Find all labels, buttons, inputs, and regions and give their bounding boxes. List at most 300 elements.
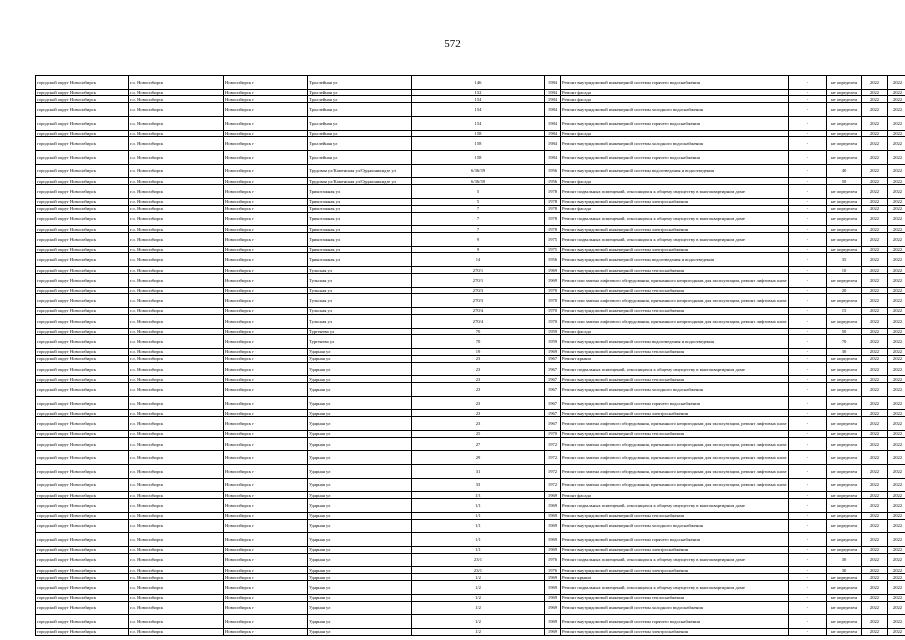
- year-built-cell: 1956: [545, 164, 561, 178]
- year-built-cell: 1969: [545, 499, 561, 513]
- year-built-cell: 1967: [545, 376, 561, 383]
- district-cell: г.о. Новосибирск: [129, 376, 224, 383]
- settlement-cell: Новосибирск г: [224, 232, 308, 246]
- dash-cell: -: [789, 335, 827, 349]
- work-type-cell: Ремонт внутридомовой инженерной системы электроснабжения: [561, 410, 789, 417]
- settlement-cell: Новосибирск г: [224, 246, 308, 253]
- cost-cell: не определен: [827, 116, 862, 130]
- street-cell: Ударная ул: [308, 533, 412, 547]
- year-built-cell: 1969: [545, 628, 561, 635]
- municipality-cell: городской округ Новосибирск: [36, 116, 129, 130]
- cost-cell: не определен: [827, 601, 862, 615]
- work-type-cell: Ремонт внутридомовой инженерной системы теплоснабжения: [561, 376, 789, 383]
- settlement-cell: Новосибирск г: [224, 335, 308, 349]
- plan-year-cell: 2022: [862, 410, 888, 417]
- district-cell: г.о. Новосибирск: [129, 137, 224, 151]
- work-type-cell: Ремонт внутридомовой инженерной системы теплоснабжения: [561, 308, 789, 315]
- plan-year-cell: 2022: [862, 137, 888, 151]
- work-type-cell: Ремонт внутридомовой инженерной системы электроснабжения: [561, 246, 789, 253]
- plan-year-cell: 2022: [862, 232, 888, 246]
- house-number-cell: 270/4: [412, 308, 545, 315]
- dash-cell: -: [789, 314, 827, 328]
- work-type-cell: Ремонт подвальных помещений, относящихся к общему имуществу в многоквартирном доме: [561, 212, 789, 226]
- work-type-cell: Ремонт внутридомовой инженерной системы холодного водоснабжения: [561, 383, 789, 397]
- table-row: [36, 410, 905, 417]
- street-cell: Трудовая ул/Каменская ул/Орджоникидзе ул: [308, 164, 412, 178]
- cost-cell: не определен: [827, 615, 862, 629]
- cost-cell: не определен: [827, 198, 862, 205]
- municipality-cell: городской округ Новосибирск: [36, 294, 129, 308]
- cost-cell: не определен: [827, 212, 862, 226]
- plan-year-cell: 2022: [862, 601, 888, 615]
- dash-cell: -: [789, 212, 827, 226]
- dash-cell: -: [789, 151, 827, 165]
- end-year-cell: 2022: [888, 137, 905, 151]
- street-cell: Ударная ул: [308, 546, 412, 553]
- street-cell: Тургенева ул: [308, 335, 412, 349]
- end-year-cell: 2022: [888, 226, 905, 233]
- settlement-cell: Новосибирск г: [224, 417, 308, 431]
- settlement-cell: Новосибирск г: [224, 594, 308, 601]
- municipality-cell: городской округ Новосибирск: [36, 410, 129, 417]
- end-year-cell: 2022: [888, 328, 905, 335]
- table-row: [36, 198, 905, 205]
- table-row: [36, 362, 905, 376]
- house-number-cell: 152: [412, 89, 545, 96]
- plan-year-cell: 2022: [862, 287, 888, 294]
- end-year-cell: 2022: [888, 253, 905, 267]
- settlement-cell: Новосибирск г: [224, 130, 308, 137]
- dash-cell: -: [789, 533, 827, 547]
- plan-year-cell: 2022: [862, 151, 888, 165]
- settlement-cell: Новосибирск г: [224, 628, 308, 635]
- district-cell: г.о. Новосибирск: [129, 574, 224, 581]
- street-cell: Ударная ул: [308, 574, 412, 581]
- settlement-cell: Новосибирск г: [224, 396, 308, 410]
- cost-cell: не определен: [827, 430, 862, 437]
- year-built-cell: 1978: [545, 185, 561, 199]
- house-number-cell: 154: [412, 103, 545, 117]
- end-year-cell: 2022: [888, 581, 905, 595]
- house-number-cell: 1/1: [412, 533, 545, 547]
- dash-cell: -: [789, 246, 827, 253]
- dash-cell: -: [789, 130, 827, 137]
- work-type-cell: Ремонт внутридомовой инженерной системы горячего водоснабжения: [561, 151, 789, 165]
- dash-cell: -: [789, 273, 827, 287]
- plan-year-cell: 2022: [862, 96, 888, 103]
- plan-year-cell: 2022: [862, 89, 888, 96]
- settlement-cell: Новосибирск г: [224, 185, 308, 199]
- plan-year-cell: 2022: [862, 335, 888, 349]
- cost-cell: не определен: [827, 314, 862, 328]
- house-number-cell: 270/1: [412, 273, 545, 287]
- work-type-cell: Ремонт внутридомовой инженерной системы теплоснабжения: [561, 267, 789, 274]
- work-type-cell: Ремонт внутридомовой инженерной системы теплоснабжения: [561, 287, 789, 294]
- capital-repair-table: [35, 75, 905, 636]
- municipality-cell: городской округ Новосибирск: [36, 594, 129, 601]
- municipality-cell: городской округ Новосибирск: [36, 465, 129, 479]
- table-row: [36, 232, 905, 246]
- district-cell: г.о. Новосибирск: [129, 164, 224, 178]
- table-row: [36, 581, 905, 595]
- district-cell: г.о. Новосибирск: [129, 396, 224, 410]
- work-type-cell: Ремонт фасада: [561, 178, 789, 185]
- street-cell: Троллейная ул: [308, 130, 412, 137]
- house-number-cell: 7: [412, 205, 545, 212]
- table-row: [36, 294, 905, 308]
- table-row: [36, 212, 905, 226]
- house-number-cell: 70: [412, 335, 545, 349]
- work-type-cell: Ремонт фасада: [561, 96, 789, 103]
- plan-year-cell: 2022: [862, 130, 888, 137]
- district-cell: г.о. Новосибирск: [129, 89, 224, 96]
- plan-year-cell: 2022: [862, 574, 888, 581]
- year-built-cell: 1978: [545, 198, 561, 205]
- street-cell: Ударная ул: [308, 465, 412, 479]
- house-number-cell: 25: [412, 430, 545, 437]
- work-type-cell: Ремонт внутридомовой инженерной системы водоотведения и водоотведения: [561, 253, 789, 267]
- plan-year-cell: 2022: [862, 314, 888, 328]
- district-cell: г.о. Новосибирск: [129, 465, 224, 479]
- plan-year-cell: 2022: [862, 198, 888, 205]
- table-row: [36, 314, 905, 328]
- year-built-cell: 1970: [545, 294, 561, 308]
- municipality-cell: городской округ Новосибирск: [36, 273, 129, 287]
- end-year-cell: 2022: [888, 533, 905, 547]
- table-row: [36, 335, 905, 349]
- municipality-cell: городской округ Новосибирск: [36, 546, 129, 553]
- end-year-cell: 2022: [888, 615, 905, 629]
- settlement-cell: Новосибирск г: [224, 499, 308, 513]
- end-year-cell: 2022: [888, 335, 905, 349]
- end-year-cell: 2022: [888, 164, 905, 178]
- end-year-cell: 2022: [888, 151, 905, 165]
- end-year-cell: 2022: [888, 362, 905, 376]
- district-cell: г.о. Новосибирск: [129, 519, 224, 533]
- settlement-cell: Новосибирск г: [224, 308, 308, 315]
- house-number-cell: 23: [412, 396, 545, 410]
- table-row: [36, 492, 905, 499]
- plan-year-cell: 2022: [862, 492, 888, 499]
- street-cell: Тульская ул: [308, 273, 412, 287]
- table-row: [36, 96, 905, 103]
- dash-cell: -: [789, 362, 827, 376]
- street-cell: Ударная ул: [308, 601, 412, 615]
- municipality-cell: городской округ Новосибирск: [36, 615, 129, 629]
- street-cell: Ударная ул: [308, 355, 412, 362]
- municipality-cell: городской округ Новосибирск: [36, 430, 129, 437]
- table-row: [36, 417, 905, 431]
- work-type-cell: Ремонт внутридомовой инженерной системы холодного водоснабжения: [561, 519, 789, 533]
- settlement-cell: Новосибирск г: [224, 362, 308, 376]
- district-cell: г.о. Новосибирск: [129, 178, 224, 185]
- year-built-cell: 1969: [545, 267, 561, 274]
- end-year-cell: 2022: [888, 355, 905, 362]
- settlement-cell: Новосибирск г: [224, 151, 308, 165]
- end-year-cell: 2022: [888, 601, 905, 615]
- table-body: [36, 76, 905, 636]
- cost-cell: 30: [827, 553, 862, 567]
- plan-year-cell: 2022: [862, 519, 888, 533]
- work-type-cell: Ремонт внутридомовой инженерной системы горячего водоснабжения: [561, 396, 789, 410]
- plan-year-cell: 2022: [862, 615, 888, 629]
- table-row: [36, 465, 905, 479]
- settlement-cell: Новосибирск г: [224, 198, 308, 205]
- plan-year-cell: 2022: [862, 355, 888, 362]
- cost-cell: не определен: [827, 96, 862, 103]
- dash-cell: -: [789, 574, 827, 581]
- cost-cell: 40: [827, 164, 862, 178]
- street-cell: Трикотажная ул: [308, 185, 412, 199]
- end-year-cell: 2022: [888, 76, 905, 90]
- table-row: [36, 567, 905, 574]
- street-cell: Трикотажная ул: [308, 232, 412, 246]
- end-year-cell: 2022: [888, 396, 905, 410]
- municipality-cell: городской округ Новосибирск: [36, 164, 129, 178]
- house-number-cell: 5: [412, 198, 545, 205]
- house-number-cell: 1/1: [412, 512, 545, 519]
- work-type-cell: Ремонт фасада: [561, 492, 789, 499]
- settlement-cell: Новосибирск г: [224, 178, 308, 185]
- plan-year-cell: 2022: [862, 383, 888, 397]
- municipality-cell: городской округ Новосибирск: [36, 349, 129, 356]
- cost-cell: не определен: [827, 410, 862, 417]
- municipality-cell: городской округ Новосибирск: [36, 519, 129, 533]
- house-number-cell: 158: [412, 137, 545, 151]
- cost-cell: не определен: [827, 362, 862, 376]
- end-year-cell: 2022: [888, 499, 905, 513]
- house-number-cell: 6/36/39: [412, 164, 545, 178]
- end-year-cell: 2022: [888, 273, 905, 287]
- street-cell: Ударная ул: [308, 376, 412, 383]
- municipality-cell: городской округ Новосибирск: [36, 96, 129, 103]
- work-type-cell: Ремонт или замена лифтового оборудования, признанного непригодным для эксплуатации, ремонт лифтовых шахт: [561, 273, 789, 287]
- street-cell: Трикотажная ул: [308, 226, 412, 233]
- plan-year-cell: 2022: [862, 567, 888, 574]
- dash-cell: -: [789, 601, 827, 615]
- plan-year-cell: 2022: [862, 226, 888, 233]
- district-cell: г.о. Новосибирск: [129, 451, 224, 465]
- end-year-cell: 2022: [888, 567, 905, 574]
- district-cell: г.о. Новосибирск: [129, 314, 224, 328]
- settlement-cell: Новосибирск г: [224, 437, 308, 451]
- street-cell: Ударная ул: [308, 499, 412, 513]
- house-number-cell: 23: [412, 376, 545, 383]
- year-built-cell: 1970: [545, 314, 561, 328]
- house-number-cell: 270/4: [412, 314, 545, 328]
- district-cell: г.о. Новосибирск: [129, 383, 224, 397]
- district-cell: г.о. Новосибирск: [129, 437, 224, 451]
- end-year-cell: 2022: [888, 287, 905, 294]
- cost-cell: 50: [827, 328, 862, 335]
- cost-cell: не определен: [827, 437, 862, 451]
- plan-year-cell: 2022: [862, 546, 888, 553]
- end-year-cell: 2022: [888, 430, 905, 437]
- municipality-cell: городской округ Новосибирск: [36, 103, 129, 117]
- work-type-cell: Ремонт внутридомовой инженерной системы водоотведения и водоотведения: [561, 164, 789, 178]
- street-cell: Ударная ул: [308, 437, 412, 451]
- table-row: [36, 116, 905, 130]
- dash-cell: -: [789, 478, 827, 492]
- municipality-cell: городской округ Новосибирск: [36, 185, 129, 199]
- municipality-cell: городской округ Новосибирск: [36, 314, 129, 328]
- year-built-cell: 1969: [545, 519, 561, 533]
- district-cell: г.о. Новосибирск: [129, 267, 224, 274]
- table-row: [36, 185, 905, 199]
- street-cell: Тургенева ул: [308, 328, 412, 335]
- house-number-cell: 23: [412, 410, 545, 417]
- end-year-cell: 2022: [888, 594, 905, 601]
- end-year-cell: 2022: [888, 376, 905, 383]
- end-year-cell: 2022: [888, 349, 905, 356]
- house-number-cell: 1/1: [412, 499, 545, 513]
- plan-year-cell: 2022: [862, 103, 888, 117]
- house-number-cell: 158: [412, 130, 545, 137]
- year-built-cell: 1967: [545, 417, 561, 431]
- dash-cell: -: [789, 226, 827, 233]
- cost-cell: 70: [827, 335, 862, 349]
- settlement-cell: Новосибирск г: [224, 294, 308, 308]
- dash-cell: -: [789, 198, 827, 205]
- settlement-cell: Новосибирск г: [224, 116, 308, 130]
- work-type-cell: Ремонт внутридомовой инженерной системы теплоснабжения: [561, 594, 789, 601]
- year-built-cell: 1956: [545, 178, 561, 185]
- dash-cell: -: [789, 76, 827, 90]
- district-cell: г.о. Новосибирск: [129, 546, 224, 553]
- year-built-cell: 1976: [545, 567, 561, 574]
- work-type-cell: Ремонт внутридомовой инженерной системы теплоснабжения: [561, 349, 789, 356]
- cost-cell: не определен: [827, 396, 862, 410]
- year-built-cell: 1969: [545, 581, 561, 595]
- street-cell: Троллейная ул: [308, 89, 412, 96]
- settlement-cell: Новосибирск г: [224, 314, 308, 328]
- cost-cell: не определен: [827, 294, 862, 308]
- cost-cell: не определен: [827, 130, 862, 137]
- municipality-cell: городской округ Новосибирск: [36, 567, 129, 574]
- dash-cell: -: [789, 553, 827, 567]
- municipality-cell: городской округ Новосибирск: [36, 212, 129, 226]
- year-built-cell: 1984: [545, 96, 561, 103]
- municipality-cell: городской округ Новосибирск: [36, 574, 129, 581]
- cost-cell: не определен: [827, 581, 862, 595]
- municipality-cell: городской округ Новосибирск: [36, 246, 129, 253]
- work-type-cell: Ремонт крыши: [561, 574, 789, 581]
- year-built-cell: 1969: [545, 615, 561, 629]
- dash-cell: -: [789, 253, 827, 267]
- street-cell: Ударная ул: [308, 628, 412, 635]
- house-number-cell: 29: [412, 451, 545, 465]
- settlement-cell: Новосибирск г: [224, 615, 308, 629]
- municipality-cell: городской округ Новосибирск: [36, 499, 129, 513]
- dash-cell: -: [789, 308, 827, 315]
- municipality-cell: городской округ Новосибирск: [36, 287, 129, 294]
- house-number-cell: 146: [412, 76, 545, 90]
- plan-year-cell: 2022: [862, 581, 888, 595]
- table-row: [36, 205, 905, 212]
- work-type-cell: Ремонт внутридомовой инженерной системы теплоснабжения: [561, 512, 789, 519]
- end-year-cell: 2022: [888, 478, 905, 492]
- end-year-cell: 2022: [888, 116, 905, 130]
- table-row: [36, 287, 905, 294]
- end-year-cell: 2022: [888, 410, 905, 417]
- work-type-cell: Ремонт или замена лифтового оборудования, признанного непригодным для эксплуатации, ремонт лифтовых шахт: [561, 294, 789, 308]
- street-cell: Ударная ул: [308, 519, 412, 533]
- street-cell: Троллейная ул: [308, 96, 412, 103]
- street-cell: Тульская ул: [308, 308, 412, 315]
- district-cell: г.о. Новосибирск: [129, 533, 224, 547]
- end-year-cell: 2022: [888, 232, 905, 246]
- plan-year-cell: 2022: [862, 417, 888, 431]
- end-year-cell: 2022: [888, 198, 905, 205]
- year-built-cell: 1984: [545, 116, 561, 130]
- year-built-cell: 1956: [545, 253, 561, 267]
- settlement-cell: Новосибирск г: [224, 253, 308, 267]
- table-row: [36, 437, 905, 451]
- year-built-cell: 1972: [545, 437, 561, 451]
- end-year-cell: 2022: [888, 492, 905, 499]
- district-cell: г.о. Новосибирск: [129, 581, 224, 595]
- table-row: [36, 137, 905, 151]
- dash-cell: -: [789, 499, 827, 513]
- cost-cell: не определен: [827, 151, 862, 165]
- table-row: [36, 430, 905, 437]
- municipality-cell: городской округ Новосибирск: [36, 226, 129, 233]
- settlement-cell: Новосибирск г: [224, 205, 308, 212]
- year-built-cell: 1967: [545, 396, 561, 410]
- street-cell: Тульская ул: [308, 287, 412, 294]
- cost-cell: не определен: [827, 628, 862, 635]
- plan-year-cell: 2022: [862, 437, 888, 451]
- work-type-cell: Ремонт фасада: [561, 130, 789, 137]
- settlement-cell: Новосибирск г: [224, 89, 308, 96]
- dash-cell: -: [789, 294, 827, 308]
- dash-cell: -: [789, 615, 827, 629]
- street-cell: Ударная ул: [308, 430, 412, 437]
- cost-cell: не определен: [827, 226, 862, 233]
- dash-cell: -: [789, 417, 827, 431]
- house-number-cell: 27: [412, 437, 545, 451]
- end-year-cell: 2022: [888, 103, 905, 117]
- cost-cell: не определен: [827, 417, 862, 431]
- work-type-cell: Ремонт подвальных помещений, относящихся к общему имуществу в многоквартирном доме: [561, 362, 789, 376]
- dash-cell: -: [789, 430, 827, 437]
- year-built-cell: 1972: [545, 465, 561, 479]
- district-cell: г.о. Новосибирск: [129, 308, 224, 315]
- dash-cell: -: [789, 376, 827, 383]
- dash-cell: -: [789, 465, 827, 479]
- table-row: [36, 533, 905, 547]
- municipality-cell: городской округ Новосибирск: [36, 628, 129, 635]
- year-built-cell: 1969: [545, 273, 561, 287]
- table-row: [36, 396, 905, 410]
- municipality-cell: городской округ Новосибирск: [36, 383, 129, 397]
- cost-cell: 20: [827, 287, 862, 294]
- cost-cell: не определен: [827, 546, 862, 553]
- settlement-cell: Новосибирск г: [224, 430, 308, 437]
- table-row: [36, 164, 905, 178]
- end-year-cell: 2022: [888, 96, 905, 103]
- street-cell: Ударная ул: [308, 383, 412, 397]
- street-cell: Ударная ул: [308, 410, 412, 417]
- street-cell: Трикотажная ул: [308, 212, 412, 226]
- year-built-cell: 1969: [545, 533, 561, 547]
- district-cell: г.о. Новосибирск: [129, 287, 224, 294]
- municipality-cell: городской округ Новосибирск: [36, 417, 129, 431]
- municipality-cell: городской округ Новосибирск: [36, 335, 129, 349]
- municipality-cell: городской округ Новосибирск: [36, 232, 129, 246]
- settlement-cell: Новосибирск г: [224, 574, 308, 581]
- house-number-cell: 23: [412, 417, 545, 431]
